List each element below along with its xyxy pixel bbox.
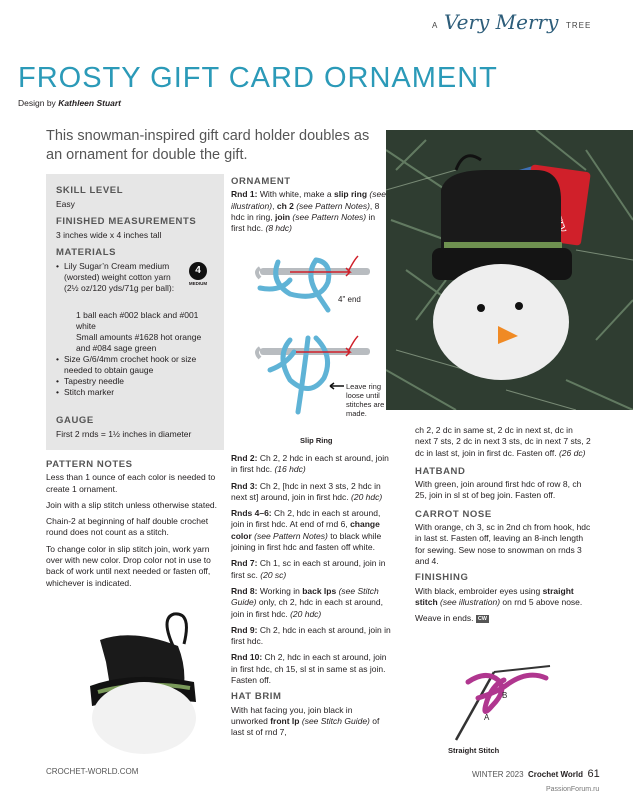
byline (18, 98, 121, 108)
finishing-text-a: With black, embroider eyes using (415, 585, 543, 596)
ornament-instructions (231, 176, 389, 239)
straight-stitch-illustration (448, 662, 558, 758)
point-b-label: B (502, 691, 508, 700)
pattern-notes-heading: PATTERN NOTES (46, 459, 133, 470)
material-yarn-orange-green: Small amounts #1628 hot orange and #084 sage green (76, 332, 202, 353)
hat-brim-continued (415, 425, 591, 459)
footer-issue-date: WINTER 2023 (472, 770, 524, 779)
rnd-8-text-b: only, ch 2, hdc in each st around, join in first hdc. (231, 597, 383, 619)
finishing-heading: FINISHING (415, 572, 469, 584)
byline-prefix: Design by (18, 98, 56, 108)
straight-stitch-diagram (448, 662, 558, 742)
ornament-photo (386, 130, 633, 410)
rnd-1-text-b: , (272, 200, 277, 211)
rnd-9-label: Rnd 9: (231, 624, 258, 635)
rnd-8-note: (see Stitch Guide) (231, 585, 379, 608)
banner-prefix: A (432, 21, 439, 30)
rnd-3-label: Rnd 3: (231, 480, 258, 491)
hat-brim-text (231, 705, 391, 739)
rnd-4-6-text-a: Ch 2, hdc in each st around, join in first hdc. At end of rnd 6, (231, 508, 381, 530)
rnd-4-6-note: (see Pattern Notes) (251, 530, 328, 541)
rnd-1 (231, 189, 389, 234)
rnd-2 (231, 453, 391, 476)
point-a-label: A (484, 713, 490, 722)
rnd-8-back-lps: back lps (302, 585, 337, 596)
rnd-3-text: Ch 2, [hdc in next 3 sts, 2 hdc in next st] around, join in first hdc. (231, 480, 381, 502)
hat-brim-continued-text: ch 2, 2 dc in same st, 2 dc in next st, dc in next 7 sts, 2 dc in next 3 sts, dc in next 7 sts, 2 dc in last st, join in first dc. Fasten off. (415, 425, 591, 458)
rnd-10-text: Ch 2, hdc in each st around, join in first hdc, ch 15, sl st in same st as join. Fasten off. (231, 652, 387, 686)
rnd-4-6 (231, 508, 391, 553)
rnd-7 (231, 558, 391, 581)
material-yarn: • Lily Sugar’n Cream medium (worsted) weight cotton yarn (2½ oz/120 yds/71g per ball): (56, 261, 180, 294)
snowman-ornament-small (62, 606, 212, 756)
rnd-1-label: Rnd 1: (231, 189, 258, 200)
finishing-column (415, 425, 591, 629)
rnd-9 (231, 625, 391, 648)
finishing-straight-stitch: straight stitch (415, 585, 574, 607)
hatband-text: With green, join around first hdc of row 8, ch 25, join in sl st of beg join. Fasten off. (415, 479, 582, 501)
rnd-2-count: (16 hdc) (272, 464, 306, 475)
weave-text: Weave in ends. (415, 613, 474, 624)
rnd-1-text-a: With white, make a (257, 189, 334, 200)
rnd-1-ch2: ch 2 (276, 200, 294, 211)
rnd-7-label: Rnd 7: (231, 558, 258, 569)
materials-list-cont (56, 310, 206, 398)
rnd-1-text-c: , 8 hdc in ring, (231, 200, 380, 222)
rnd-1-count: (8 hdc) (263, 223, 292, 234)
slip-ring-illustration (250, 252, 400, 448)
rnd-4-6-change-color: change color (231, 519, 380, 541)
label-4in-end: 4" end (338, 295, 361, 304)
rnd-9-text: Ch 2, hdc in each st around, join in first hdc. (231, 624, 391, 647)
rnd-1-text-d: in first hdc. (231, 211, 376, 234)
rnd-8-text-a: Working in (257, 585, 303, 596)
materials-list (56, 261, 180, 294)
rnd-1-note-pattern-a: (see Pattern Notes) (293, 200, 370, 211)
rnd-1-slip-ring: slip ring (333, 189, 368, 200)
rnd-8-label: Rnd 8: (231, 585, 258, 596)
ornament-heading: ORNAMENT (231, 176, 291, 187)
rnd-4-6-label: Rnds 4–6: (231, 508, 272, 519)
page-number: 61 (587, 768, 600, 780)
footer-magazine: Crochet World (528, 770, 583, 779)
rnd-1-note-illustration: (see illustration) (231, 189, 386, 211)
note-1: Less than 1 ounce of each color is needed to create 1 ornament. (46, 472, 216, 494)
watermark: PassionForum.ru (546, 786, 600, 793)
rnd-7-text: Ch 1, sc in each st around, join in first sc. (231, 558, 386, 580)
finishing-note: (see illustration) (437, 596, 501, 607)
note-3: Chain-2 at beginning of half double crochet round does not count as a stitch. (46, 516, 209, 538)
cw-end-badge: CW (477, 615, 487, 622)
hat-brim-text-a: With hat facing you, join black in unworked (231, 704, 353, 726)
hat-brim-text-b: of last st of rnd 7, (231, 715, 380, 738)
measurements-heading: FINISHED MEASUREMENTS (56, 216, 197, 227)
material-hook: • Size G/6/4mm crochet hook or size needed to obtain gauge (56, 354, 206, 376)
straight-stitch-caption: Straight Stitch (448, 746, 500, 755)
skill-level-value: Easy (56, 199, 75, 209)
rnd-4-6-text-b: to black while joining in first hdc and fasten off white. (231, 530, 382, 553)
rnd-3-count: (20 hdc) (348, 491, 383, 502)
rnd-2-text: Ch 2, 2 hdc in each st around, join in first hdc. (231, 453, 389, 475)
materials-heading: MATERIALS (56, 247, 117, 258)
carrot-nose-heading: CARROT NOSE (415, 508, 492, 520)
note-2: Join with a slip stitch unless otherwise stated. (46, 499, 218, 510)
ornament-small-photo (62, 606, 212, 756)
sidebar-box (46, 174, 224, 450)
skill-level-heading: SKILL LEVEL (56, 185, 124, 196)
rnd-1-join: join (274, 211, 291, 222)
measurements-value: 3 inches wide x 4 inches tall (56, 230, 162, 240)
weave-in-ends (415, 613, 591, 624)
rnd-8-count: (20 hdc) (287, 608, 322, 619)
material-yarn-black-white: 1 ball each #002 black and #001 white (76, 310, 199, 331)
material-needle: • Tapestry needle (56, 376, 206, 387)
rnd-7-count: (20 sc) (257, 569, 287, 580)
rnd-10-label: Rnd 10: (231, 652, 263, 663)
hatband-heading: HATBAND (415, 465, 466, 477)
page-title: FROSTY GIFT CARD ORNAMENT (18, 62, 498, 94)
footer-website: CROCHET-WORLD.COM (46, 767, 139, 776)
hat-brim-heading: HAT BRIM (231, 691, 282, 703)
note-4: To change color in slip stitch join, work yarn over with new color. Drop color not in use to back of work until next needed or fasten off, whichever is indicated. (46, 543, 211, 588)
rnd-2-label: Rnd 2: (231, 453, 258, 463)
rnd-3 (231, 481, 391, 504)
hat-brim-count: (26 dc) (556, 447, 586, 458)
hat-brim-note: (see Stitch Guide) (299, 715, 370, 726)
yarn-weight-number: 4 (189, 262, 207, 280)
carrot-nose-text: With orange, ch 3, sc in 2nd ch from hook, hdc in last st. Fasten off, leaving an 8-inch length for sewing. Sew nose to snowman on rnds 3 and 4. (415, 522, 591, 566)
section-banner (408, 10, 614, 36)
rnd-8 (231, 586, 391, 620)
finishing-text-b: on rnd 5 above nose. (500, 596, 583, 607)
yarn-weight-badge (186, 262, 210, 286)
ornament-rounds (231, 453, 391, 744)
label-leave-ring-loose: Leave ring loose until stitches are made. (346, 382, 385, 418)
footer-issue (472, 764, 600, 782)
material-marker: • Stitch marker (56, 387, 206, 398)
banner-script: Very Merry (444, 10, 559, 34)
rnd-1-note-pattern-b: (see Pattern Notes) (290, 211, 367, 222)
rnd-10 (231, 652, 391, 686)
designer-name: Kathleen Stuart (58, 98, 122, 108)
banner-suffix: TREE (566, 21, 592, 30)
pattern-notes (46, 459, 224, 594)
gauge-heading: GAUGE (56, 415, 94, 426)
gauge-value: First 2 rnds = 1½ inches in diameter (56, 429, 192, 439)
finishing-text (415, 586, 591, 609)
intro-text: This snowman-inspired gift card holder doubles as an ornament for double the gift. (46, 128, 370, 163)
snowman-ornament-illustration (386, 130, 633, 410)
slip-ring-caption: Slip Ring (300, 436, 333, 445)
yarn-weight-label: MEDIUM (188, 281, 208, 286)
hat-brim-front-lp: front lp (270, 715, 300, 726)
